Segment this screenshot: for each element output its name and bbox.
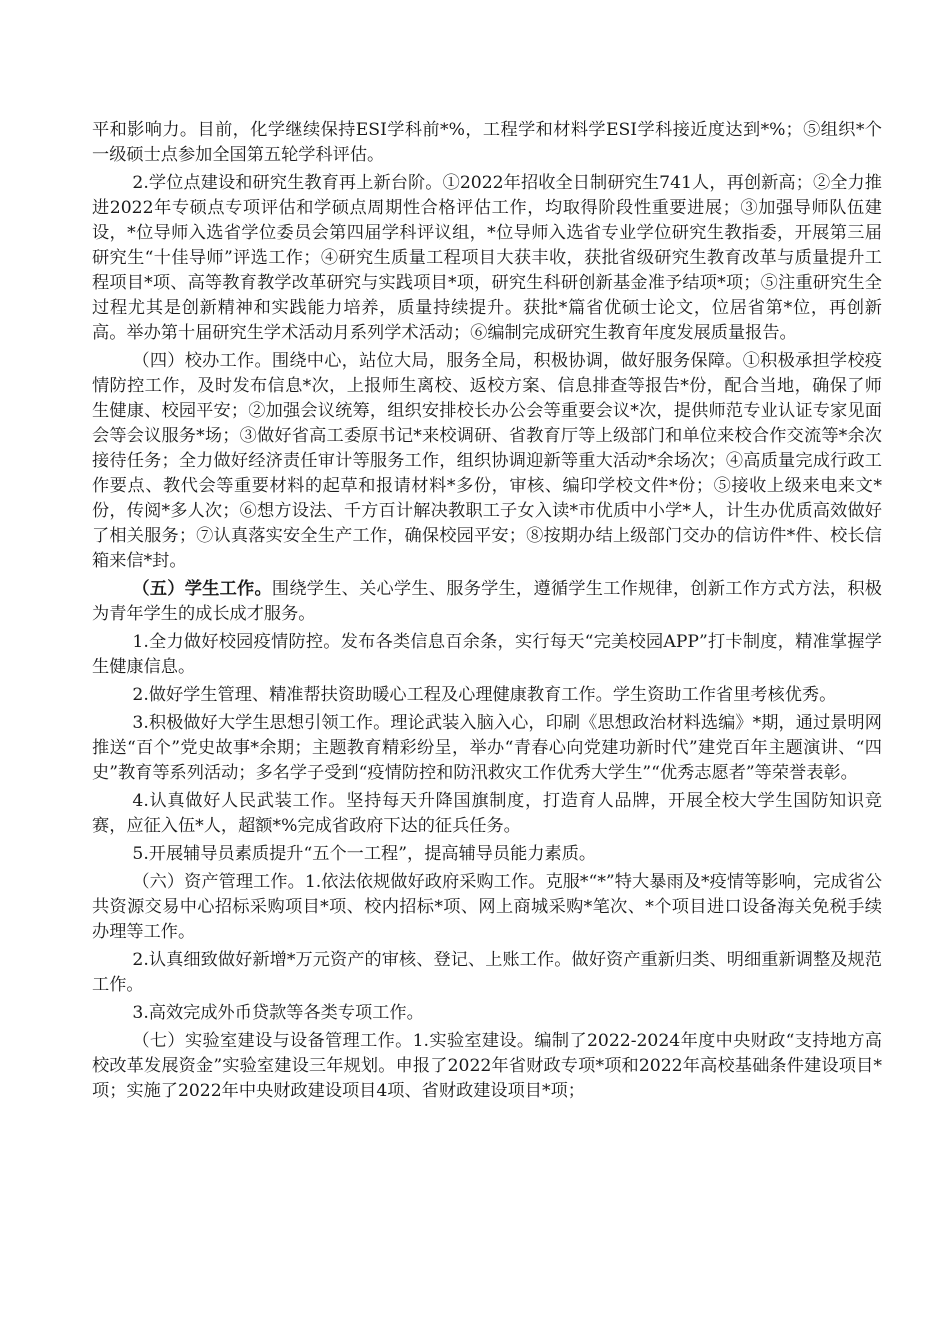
paragraph-text: 3.积极做好大学生思想引领工作。理论武装入脑入心，印刷《思想政治材料选编》*期，通过景明网推送“百个”党史故事*余期；主题教育精彩纷呈，举办“青春心向党建功新时代”建党百年主题演讲、“四史”教育等系列活动；多名学子受到“疫情防控和防汛救灾工作优秀大学生”“优秀志愿者”等荣誉表彰。 [92, 713, 882, 783]
paragraph-ideological-guidance [92, 711, 882, 786]
paragraph-epidemic-control [92, 630, 882, 680]
paragraph-text: （六）资产管理工作。1.依法依规做好政府采购工作。克服*“*”特大暴雨及*疫情等影响，完成省公共资源交易中心招标采购项目*项、校内招标*项、网上商城采购*笔次、*个项目进口设备海关免税手续办理等工作。 [92, 872, 882, 942]
paragraph-asset-registration [92, 948, 882, 998]
paragraph-counselor-training [92, 842, 882, 867]
paragraph-text: 4.认真做好人民武装工作。坚持每天升降国旗制度，打造育人品牌，开展全校大学生国防知识竞赛，应征入伍*人，超额*%完成省政府下达的征兵任务。 [92, 791, 882, 836]
paragraph-text: 平和影响力。目前，化学继续保持ESI学科前*%，工程学和材料学ESI学科接近度达到*%；⑤组织*个一级硕士点参加全国第五轮学科评估。 [92, 120, 882, 165]
paragraph-asset-management [92, 870, 882, 945]
paragraph-text: 2.做好学生管理、精准帮扶资助暖心工程及心理健康教育工作。学生资助工作省里考核优秀。 [132, 685, 837, 705]
paragraph-text: 围绕学生、关心学生、服务学生，遵循学生工作规律，创新工作方式方法，积极为青年学生的成长成才服务。 [92, 579, 882, 624]
paragraph-text: 2.认真细致做好新增*万元资产的审核、登记、上账工作。做好资产重新归类、明细重新调整及规范工作。 [92, 950, 882, 995]
paragraph-continuation [92, 118, 882, 168]
paragraph-text: 2.学位点建设和研究生教育再上新台阶。①2022年招收全日制研究生741人，再创新高；②全力推进2022年专硕点专项评估和学硕点周期性合格评估工作，均取得阶段性重要进展；③加强导师队伍建设，*位导师入选省学位委员会第四届学科评议组，*位导师入选省专业学位研究生教指委，开展第三届研究生“十佳导师”评选工作；④研究生质量工程项目大获丰收，获批省级研究生教育改革与质量提升工程项目*项、高等教育教学改革研究与实践项目*项，研究生科研创新基金准予结项*项；⑤注重研究生全过程尤其是创新精神和实践能力培养，质量持续提升。获批*篇省优硕士论文，位居省第*位，再创新高。举办第十届研究生学术活动月系列学术活动；⑥编制完成研究生教育年度发展质量报告。 [92, 173, 882, 343]
paragraph-laboratory [92, 1029, 882, 1104]
paragraph-degree-programs [92, 171, 882, 346]
paragraph-student-work [92, 577, 882, 627]
paragraph-text: 5.开展辅导员素质提升“五个一工程”，提高辅导员能力素质。 [132, 844, 597, 864]
paragraph-student-management [92, 683, 882, 708]
paragraph-text: （七）实验室建设与设备管理工作。1.实验室建设。编制了2022-2024年度中央财政“支持地方高校改革发展资金”实验室建设三年规划。申报了2022年省财政专项*项和2022年高校基础条件建设项目*项；实施了2022年中央财政建设项目4项、省财政建设项目*项； [92, 1031, 882, 1101]
section-heading: （五）学生工作。 [132, 579, 272, 599]
paragraph-text: 3.高效完成外币贷款等各类专项工作。 [132, 1003, 424, 1023]
document-page [92, 118, 882, 1107]
paragraph-text: （四）校办工作。围绕中心，站位大局，服务全局，积极协调，做好服务保障。①积极承担学校疫情防控工作，及时发布信息*次，上报师生离校、返校方案、信息排查等报告*份，配合当地，确保了师生健康、校园平安；②加强会议统筹，组织安排校长办公会等重要会议*次，提供师范专业认证专家见面会等会议服务*场；③做好省高工委原书记*来校调研、省教育厅等上级部门和单位来校合作交流等*余次接待任务；全力做好经济责任审计等服务工作，组织协调迎新等重大活动*余场次；④高质量完成行政工作要点、教代会等重要材料的起草和报请材料*多份，审核、编印学校文件*份；⑤接收上级来电来文*份，传阅*多人次；⑥想方设法、千方百计解决教职工子女入读*市优质中小学*人，计生办优质高效做好了相关服务；⑦认真落实安全生产工作，确保校园平安；⑧按期办结上级部门交办的信访件*件、校长信箱来信*封。 [92, 351, 882, 571]
paragraph-text: 1.全力做好校园疫情防控。发布各类信息百余条，实行每天“完美校园APP”打卡制度，精准掌握学生健康信息。 [92, 632, 882, 677]
paragraph-president-office [92, 349, 882, 574]
paragraph-foreign-loans [92, 1001, 882, 1026]
paragraph-armed-forces [92, 789, 882, 839]
